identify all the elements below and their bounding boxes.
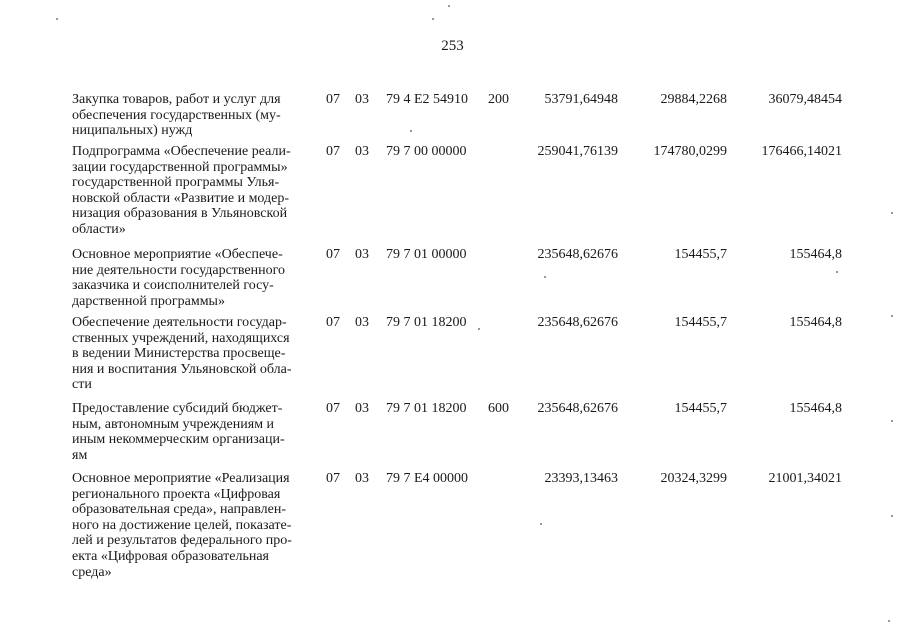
amount-year-3: 176466,14021: [761, 144, 842, 159]
scan-speck: [891, 212, 893, 214]
section-code: 07: [326, 247, 340, 262]
section-code: 07: [326, 471, 340, 486]
table-row: [72, 144, 852, 247]
scan-speck: [410, 130, 412, 132]
target-article-code: 79 4 Е2 54910: [386, 92, 469, 107]
amount-year-1: 235648,62676: [537, 247, 618, 262]
subsection-code: 03: [355, 401, 369, 416]
amount-year-2: 154455,7: [674, 247, 727, 262]
scan-speck: [478, 328, 480, 330]
subsection-code: 03: [355, 315, 369, 330]
table-row: [72, 315, 852, 401]
page-number: 253: [441, 38, 464, 54]
amount-year-1: 23393,13463: [544, 471, 618, 486]
amount-year-3: 155464,8: [789, 247, 842, 262]
table-row: [72, 401, 852, 471]
section-code: 07: [326, 401, 340, 416]
subsection-code: 03: [355, 471, 369, 486]
row-name: Основное мероприятие «Реализация регионального проекта «Цифровая образовательная среда», направлен- ного на достижение целей, показате- лей и результатов федерального про- екта «Цифровая образовательная среда»: [72, 471, 292, 580]
expense-type-code: 600: [488, 401, 509, 416]
amount-year-3: 36079,48454: [768, 92, 842, 107]
subsection-code: 03: [355, 92, 369, 107]
scan-speck: [448, 5, 450, 7]
scan-speck: [56, 18, 58, 20]
scan-speck: [891, 315, 893, 317]
scan-speck: [540, 523, 542, 525]
budget-table: [72, 92, 852, 583]
amount-year-1: 235648,62676: [537, 401, 618, 416]
expense-type-code: 200: [488, 92, 509, 107]
amount-year-2: 154455,7: [674, 315, 727, 330]
row-name: Предоставление субсидий бюджет- ным, автономным учреждениям и иным некоммерческим организаци- ям: [72, 401, 285, 463]
amount-year-3: 155464,8: [789, 315, 842, 330]
section-code: 07: [326, 92, 340, 107]
section-code: 07: [326, 144, 340, 159]
amount-year-1: 235648,62676: [537, 315, 618, 330]
target-article-code: 79 7 01 18200: [386, 315, 467, 330]
scan-speck: [891, 515, 893, 517]
amount-year-1: 53791,64948: [544, 92, 618, 107]
scan-speck: [544, 276, 546, 278]
amount-year-1: 259041,76139: [537, 144, 618, 159]
amount-year-2: 174780,0299: [653, 144, 727, 159]
amount-year-2: 20324,3299: [660, 471, 727, 486]
table-row: [72, 92, 852, 144]
target-article-code: 79 7 01 18200: [386, 401, 467, 416]
section-code: 07: [326, 315, 340, 330]
row-name: Закупка товаров, работ и услуг для обеспечения государственных (му- ниципальных) нужд: [72, 92, 281, 139]
row-name: Основное мероприятие «Обеспече- ние деятельности государственного заказчика и соисполнителей госу- дарственной программы»: [72, 247, 286, 309]
row-name: Подпрограмма «Обеспечение реали- зации государственной программы» государственной программы Улья- новской области «Развитие и модер- низация образования в Ульяновской области»: [72, 144, 291, 237]
amount-year-3: 21001,34021: [768, 471, 842, 486]
amount-year-3: 155464,8: [789, 401, 842, 416]
target-article-code: 79 7 01 00000: [386, 247, 467, 262]
subsection-code: 03: [355, 247, 369, 262]
target-article-code: 79 7 00 00000: [386, 144, 467, 159]
table-row: [72, 247, 852, 315]
target-article-code: 79 7 Е4 00000: [386, 471, 469, 486]
scan-speck: [891, 420, 893, 422]
table-row: [72, 471, 852, 583]
scan-speck: [888, 620, 890, 622]
amount-year-2: 29884,2268: [660, 92, 727, 107]
scan-speck: [432, 18, 434, 20]
amount-year-2: 154455,7: [674, 401, 727, 416]
row-name: Обеспечение деятельности государ- ственных учреждений, находящихся в ведении Министерства просвеще- ния и воспитания Ульяновской обла- сти: [72, 315, 292, 393]
subsection-code: 03: [355, 144, 369, 159]
scan-speck: [836, 271, 838, 273]
